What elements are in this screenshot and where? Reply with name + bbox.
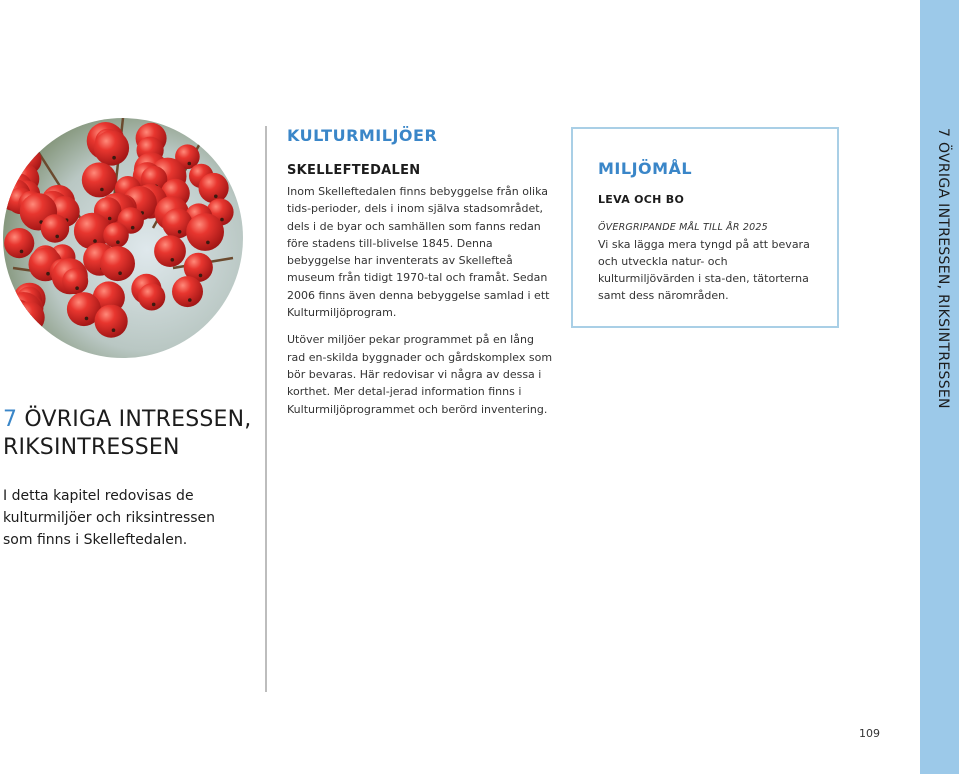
chapter-intro: I detta kapitel redovisas de kulturmiljöer och riksintressen som finns i Skelleftedalen. [3, 488, 216, 548]
kulturmiljoer-paragraph-2: Utöver miljöer pekar programmet på en lång rad en-skilda byggnader och gårdskomplex som bör bevaras. Här redovisar vi några av dessa i korthet. Mer detal-jerad information finns i Kulturmiljöprogrammet och berörd inventering. [287, 333, 553, 416]
berry-calyx [178, 230, 182, 234]
berry-calyx [20, 250, 24, 254]
berry-calyx [214, 195, 218, 199]
berry-calyx [171, 258, 175, 262]
berry-calyx [85, 317, 89, 321]
berry-calyx [188, 162, 192, 166]
miljomal-title: MILJÖMÅL [598, 159, 693, 178]
berry-calyx [93, 239, 97, 243]
berry-calyx [100, 188, 104, 192]
berry-calyx [118, 271, 122, 275]
berry [138, 283, 165, 310]
berry-calyx [112, 328, 116, 332]
berry-calyx [188, 298, 192, 302]
berry [82, 162, 117, 197]
berry [14, 118, 46, 143]
kulturmiljoer-paragraph-1: Inom Skelleftedalen finns bebyggelse från olika tids-perioder, dels i inom själva stadsområdet, dels i de byar och samhällen som fanns redan före stadens till-blivelse 1845. Denna bebyggelse har inventerats av Skellefteå museum från tidigt 1970-tal och framåt. Sedan 2006 finns även denna bebyggelse samlad i ett Kulturmiljöprogram. [287, 185, 550, 320]
berry [62, 268, 88, 294]
column-divider [265, 126, 267, 692]
berry-calyx [29, 325, 33, 329]
berry-calyx [55, 235, 59, 239]
skelleftedalen-subheading: SKELLEFTEDALEN [287, 163, 421, 178]
berry-calyx [75, 286, 79, 290]
berry-calyx [48, 130, 52, 134]
miljomal-box [571, 127, 839, 328]
berry-calyx [206, 241, 210, 245]
berry [41, 214, 69, 242]
berry-calyx [199, 274, 203, 278]
chapter-number: 7 [3, 407, 18, 432]
rowan-berries-photo [3, 118, 243, 358]
berry [186, 213, 224, 251]
chapter-heading [3, 406, 263, 462]
goal-caption: ÖVERGRIPANDE MÅL TILL ÅR 2025 [598, 222, 768, 233]
berry-calyx [18, 322, 22, 326]
berry-calyx [31, 134, 35, 138]
berry-calyx [25, 319, 29, 323]
berry [4, 228, 34, 258]
berry [100, 246, 135, 281]
side-chapter-label: 7 ÖVRIGA INTRESSEN, RIKSINTRESSEN [935, 128, 951, 409]
berry [94, 130, 129, 165]
berry-calyx [131, 226, 135, 230]
berry [103, 222, 129, 248]
kulturmiljoer-section [287, 126, 555, 418]
berry-calyx [116, 240, 120, 244]
berry [199, 173, 229, 203]
berry-calyx [112, 156, 116, 160]
chapter-title-line2: RIKSINTRESSEN [3, 435, 180, 460]
goal-text: Vi ska lägga mera tyngd på att bevara och utveckla natur- och kulturmiljövärden i sta-den, tätorterna samt dess närområden. [598, 238, 810, 302]
berry [95, 305, 128, 338]
berry [154, 235, 186, 267]
leva-och-bo-subheading: LEVA OCH BO [598, 193, 685, 206]
kulturmiljoer-title: KULTURMILJÖER [287, 126, 438, 145]
berry-calyx [46, 272, 50, 276]
berry-calyx [220, 218, 224, 222]
berry-cluster-image [3, 118, 243, 358]
berry-calyx [152, 303, 156, 307]
berry [172, 276, 203, 307]
chapter-title-line1: ÖVRIGA INTRESSEN, [24, 407, 252, 432]
page-number: 109 [859, 727, 880, 740]
berry-calyx [108, 217, 112, 221]
berry [13, 302, 45, 334]
